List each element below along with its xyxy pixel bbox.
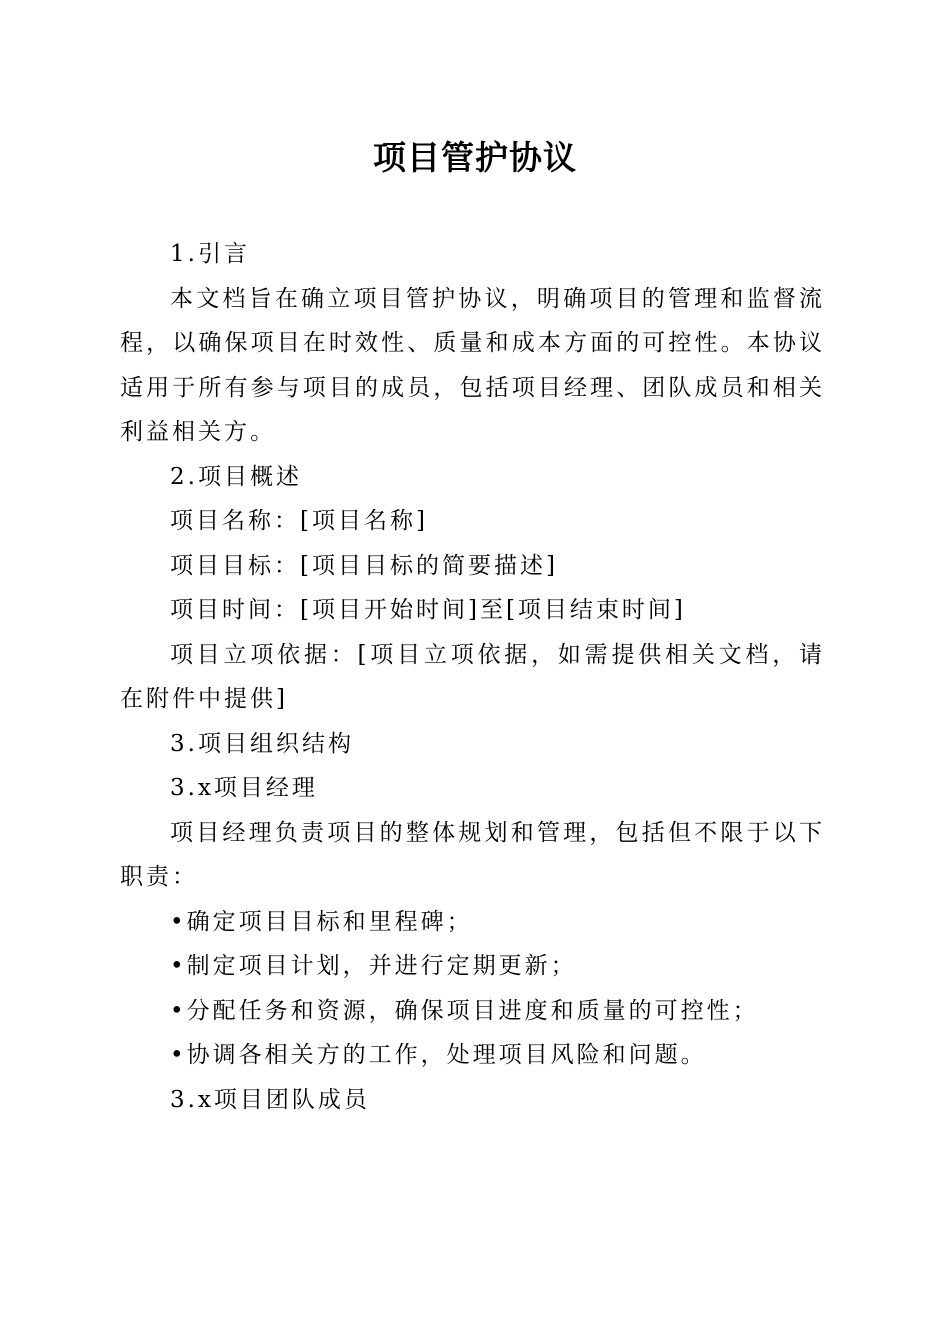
subsection-heading-team: 3.x项目团队成员 <box>170 1086 370 1113</box>
section-heading-overview: 2.项目概述 <box>170 463 302 490</box>
list-item: •制定项目计划，并进行定期更新； <box>170 953 577 979</box>
list-item: •分配任务和资源，确保项目进度和质量的可控性； <box>170 997 759 1024</box>
subsection-heading-manager: 3.x项目经理 <box>170 775 318 801</box>
section-heading-intro: 1.引言 <box>170 241 250 267</box>
section-heading-structure: 3.项目组织结构 <box>170 730 354 757</box>
field-project-time: 项目时间：[项目开始时间]至[项目结束时间] <box>170 597 686 623</box>
document-title: 项目管护协议 <box>373 138 577 177</box>
field-project-goal: 项目目标：[项目目标的简要描述] <box>170 552 558 579</box>
list-item: •确定项目目标和里程碑； <box>170 908 473 935</box>
field-project-name: 项目名称：[项目名称] <box>170 508 428 534</box>
paragraph-intro: 本文档旨在确立项目管护协议，明确项目的管理和监督流程，以确保项目在时效性、质量和成本方面的可控性。本协议适用于所有参与项目的成员，包括项目经理、团队成员和相关利益相关方。 <box>120 285 825 445</box>
paragraph-manager-duties: 项目经理负责项目的整体规划和管理，包括但不限于以下职责： <box>120 819 825 890</box>
field-project-basis: 项目立项依据：[项目立项依据，如需提供相关文档，请在附件中提供] <box>120 641 825 712</box>
list-item: •协调各相关方的工作，处理项目风险和问题。 <box>170 1042 707 1068</box>
document-body <box>120 232 825 1122</box>
